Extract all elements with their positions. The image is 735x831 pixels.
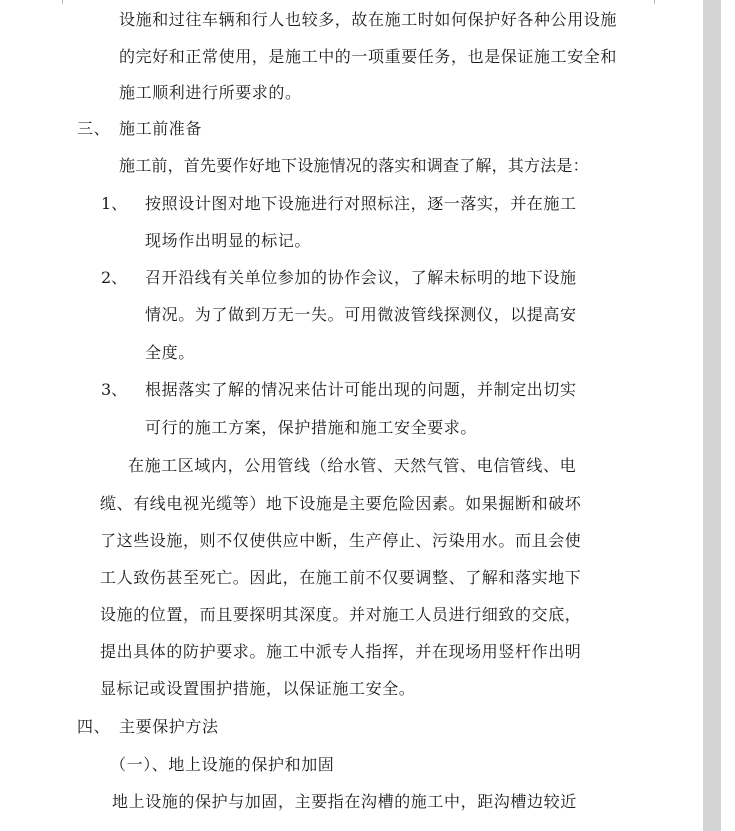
subsection-heading: （一）、地上设施的保护和加固 [110,755,335,774]
list-item-line: 情况。为了做到万无一失。可用微波管线探测仪，以提高安 [145,305,577,324]
body-text-line: 在施工区域内，公用管线（给水管、天然气管、电信管线、电 [128,456,577,475]
list-item-line: 按照设计图对地下设施进行对照标注，逐一落实，并在施工 [145,194,577,213]
body-text-line: 施工前，首先要作好地下设施情况的落实和调查了解，其方法是： [119,156,589,175]
crop-mark [62,0,63,4]
body-text-line: 设施的位置，而且要探明其深度。并对施工人员进行细致的交底， [100,605,582,624]
list-item-number: 2、 [101,268,128,287]
body-text-line: 了这些设施，则不仅使供应中断，生产停止、污染用水。而且会使 [100,531,582,550]
body-text-line: 工人致伤甚至死亡。因此，在施工前不仅要调整、了解和落实地下 [100,568,582,587]
vertical-scrollbar[interactable] [703,0,721,831]
section-number: 四、 [77,717,111,736]
list-item-line: 可行的施工方案，保护措施和施工安全要求。 [145,418,478,437]
list-item-number: 1、 [101,194,128,213]
list-item-line: 根据落实了解的情况来估计可能出现的问题，并制定出切实 [145,380,577,399]
body-text-line: 地上设施的保护与加固，主要指在沟槽的施工中，距沟槽边较近 [112,792,577,811]
list-item-line: 现场作出明显的标记。 [145,231,312,250]
body-text-line: 设施和过往车辆和行人也较多，故在施工时如何保护好各种公用设施 [119,10,618,29]
body-text-line: 的完好和正常使用，是施工中的一项重要任务，也是保证施工安全和 [119,47,618,66]
body-text-line: 缆、有线电视光缆等）地下设施是主要危险因素。如果掘断和破坏 [100,494,582,513]
body-text-line: 显标记或设置围护措施，以保证施工安全。 [100,679,416,698]
list-item-number: 3、 [101,380,128,399]
section-number: 三、 [77,119,111,138]
body-text-line: 提出具体的防护要求。施工中派专人指挥，并在现场用竖杆作出明 [100,642,582,661]
list-item-line: 召开沿线有关单位参加的协作会议，了解未标明的地下设施 [145,268,577,287]
crop-mark [654,0,655,4]
list-item-line: 全度。 [145,343,195,362]
section-heading: 主要保护方法 [119,717,219,736]
section-heading: 施工前准备 [119,119,203,138]
body-text-line: 施工顺利进行所要求的。 [119,83,302,102]
